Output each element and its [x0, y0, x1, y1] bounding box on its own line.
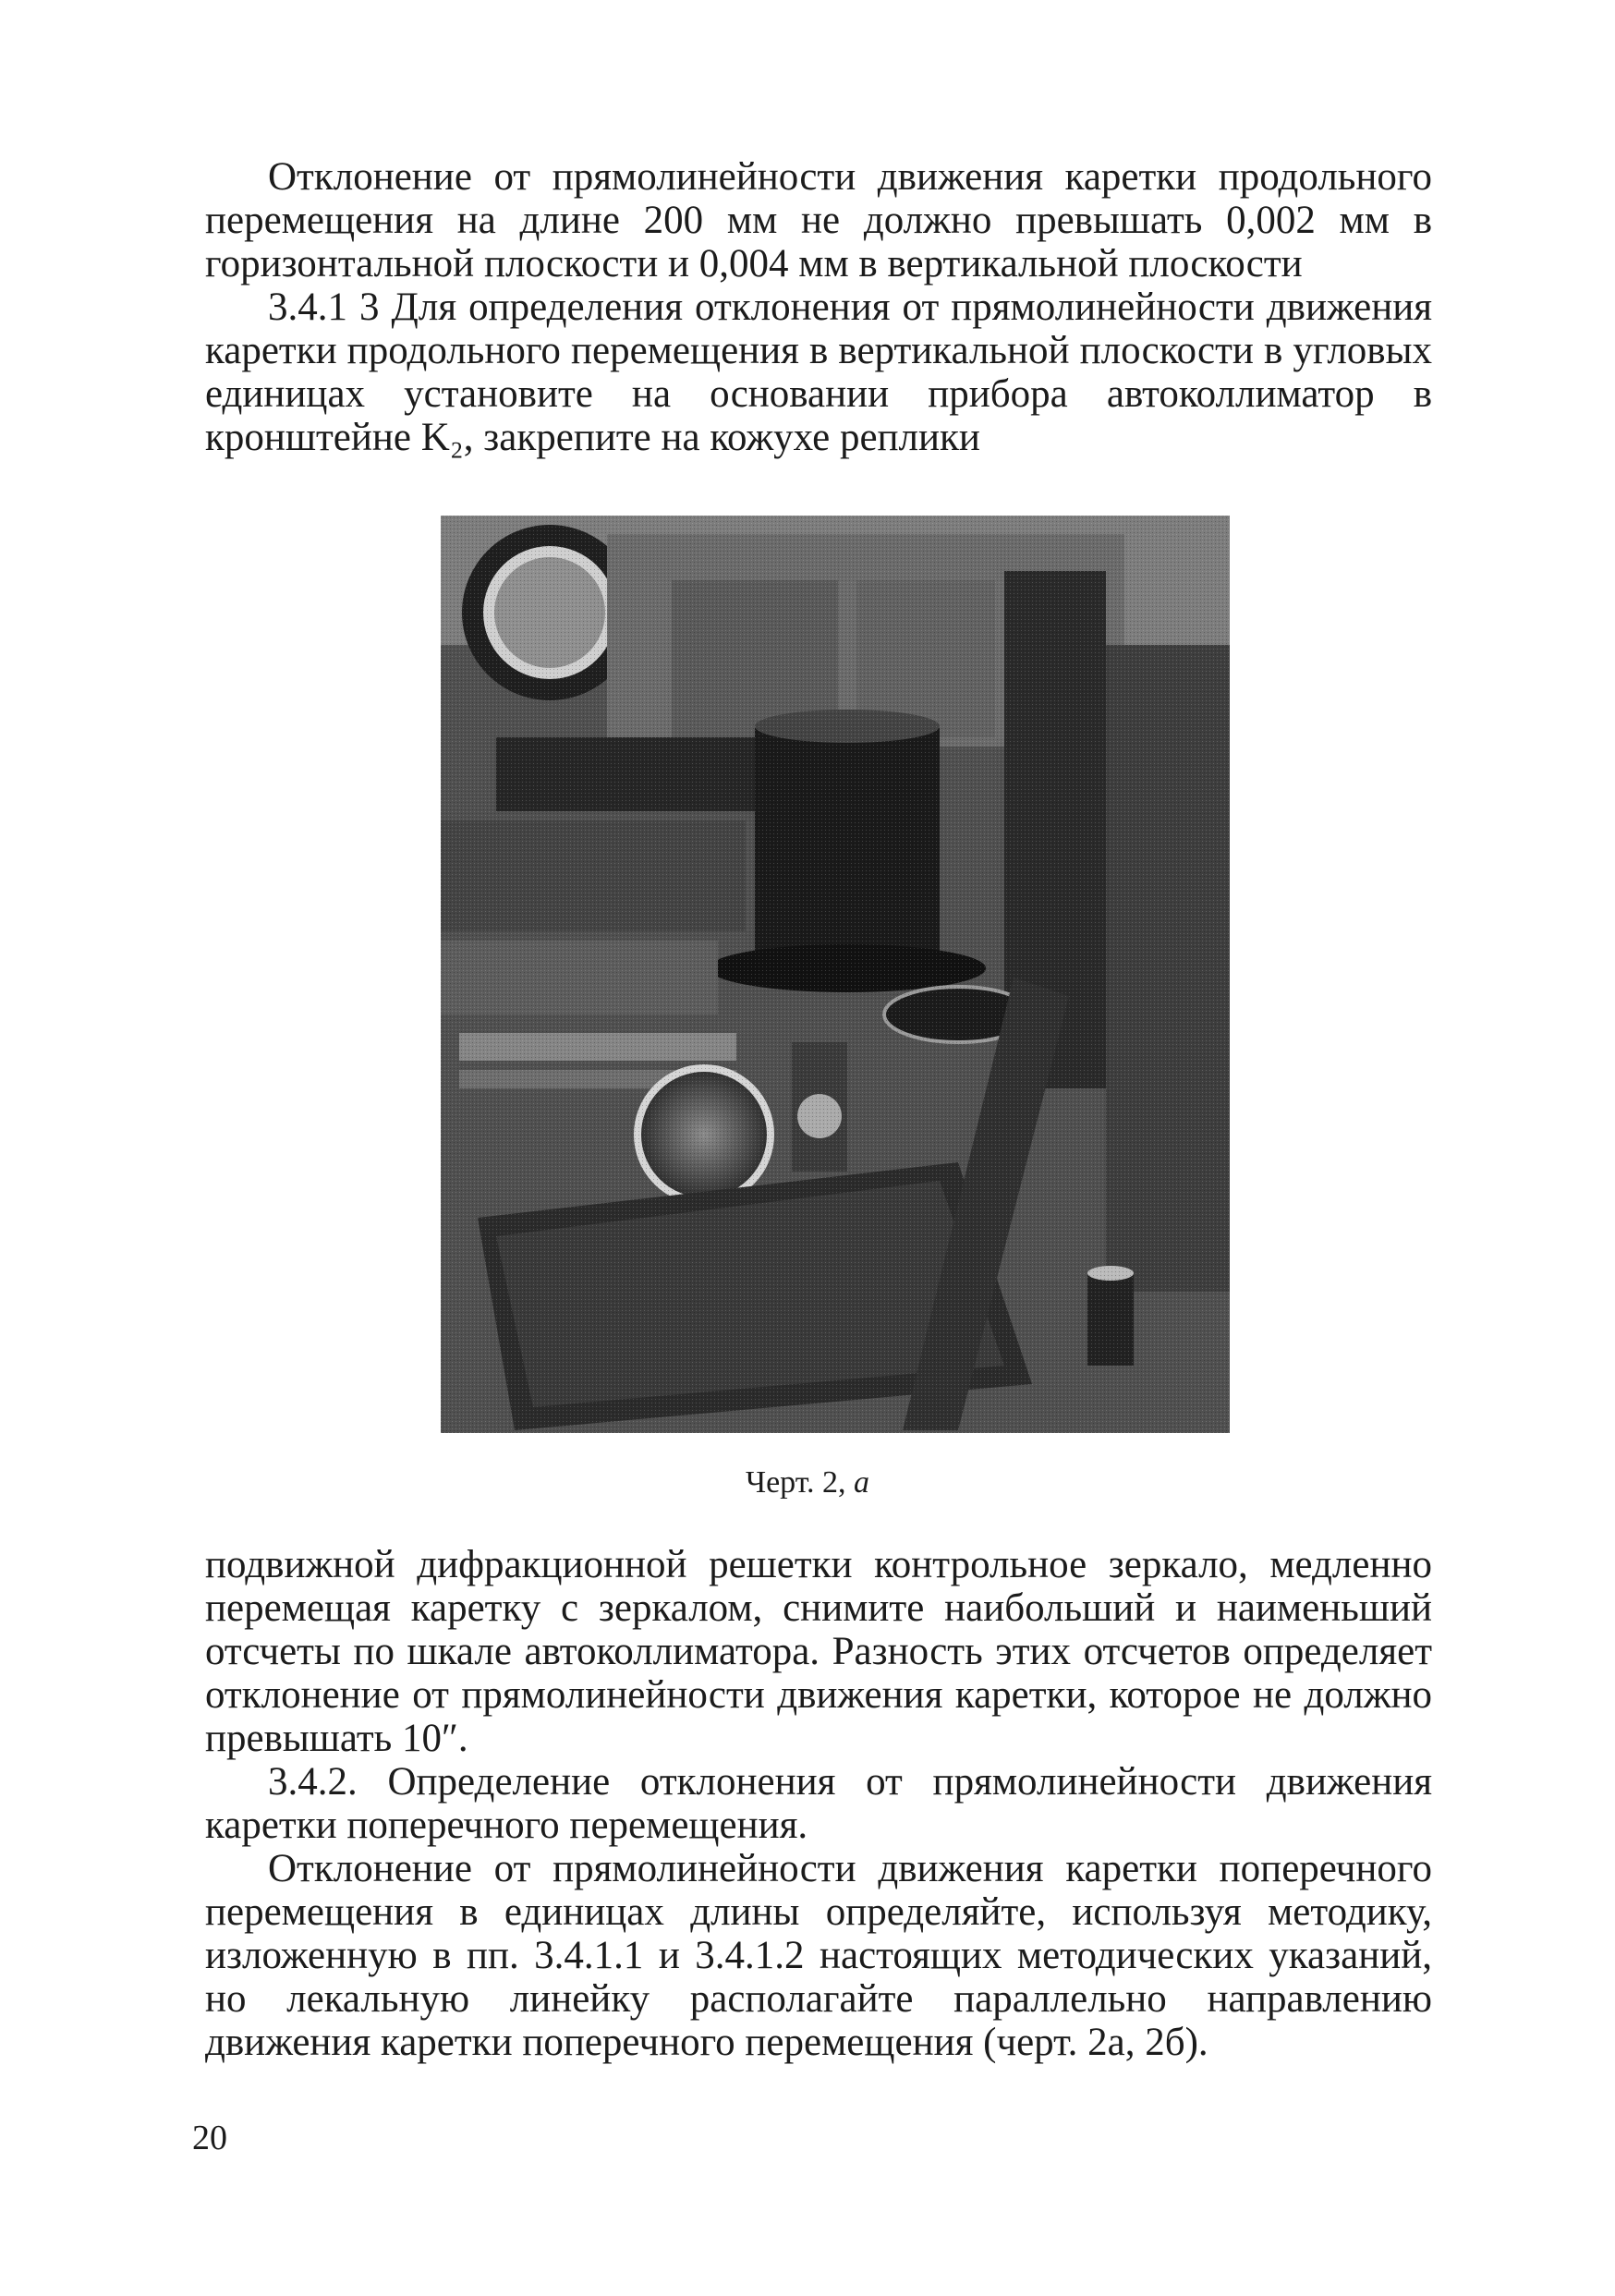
- paragraph-3-4-2: 3.4.2. Определение отклонения от прямолинейности движения каретки поперечного перемещения.: [205, 1760, 1432, 1847]
- caption-prefix: Черт. 2,: [745, 1465, 846, 1500]
- paragraph-transverse-carriage: Отклонение от прямолинейности движения каретки поперечного перемещения в единицах длины определяйте, используя методику, изложенную в пп. 3.4.1.1 и 3.4.1.2 настоящих методических указаний, но лекальную линейку располагайте параллельно направлению движения каретки поперечного перемещения (черт. 2а, 2б).: [205, 1847, 1432, 2064]
- bottom-text-block: [205, 1543, 1432, 2064]
- caption-letter: а: [854, 1465, 870, 1500]
- top-text-block: [205, 155, 1432, 459]
- paragraph-straightness-tolerance: Отклонение от прямолинейности движения каретки продольного перемещения на длине 200 мм не должно превышать 0,002 мм в горизонтальной плоскости и 0,004 мм в вертикальной плоскости: [205, 155, 1432, 285]
- figure-photo-instrument: [441, 516, 1230, 1433]
- page-number: 20: [192, 2119, 227, 2157]
- figure-caption: [0, 1465, 1615, 1500]
- paragraph-3-4-1-3: 3.4.1 3 Для определения отклонения от прямолинейности движения каретки продольного перемещения в вертикальной плоскости в угловых единицах установите на основании прибора автоколлиматор в кронштейне K₂, закрепите на кожухе реплики: [205, 285, 1432, 459]
- paragraph-continuation: подвижной дифракционной решетки контрольное зеркало, медленно перемещая каретку с зеркалом, снимите наибольший и наименьший отсчеты по шкале автоколлиматора. Разность этих отсчетов определяет отклонение от прямолинейности движения каретки, которое не должно превышать 10″.: [205, 1543, 1432, 1760]
